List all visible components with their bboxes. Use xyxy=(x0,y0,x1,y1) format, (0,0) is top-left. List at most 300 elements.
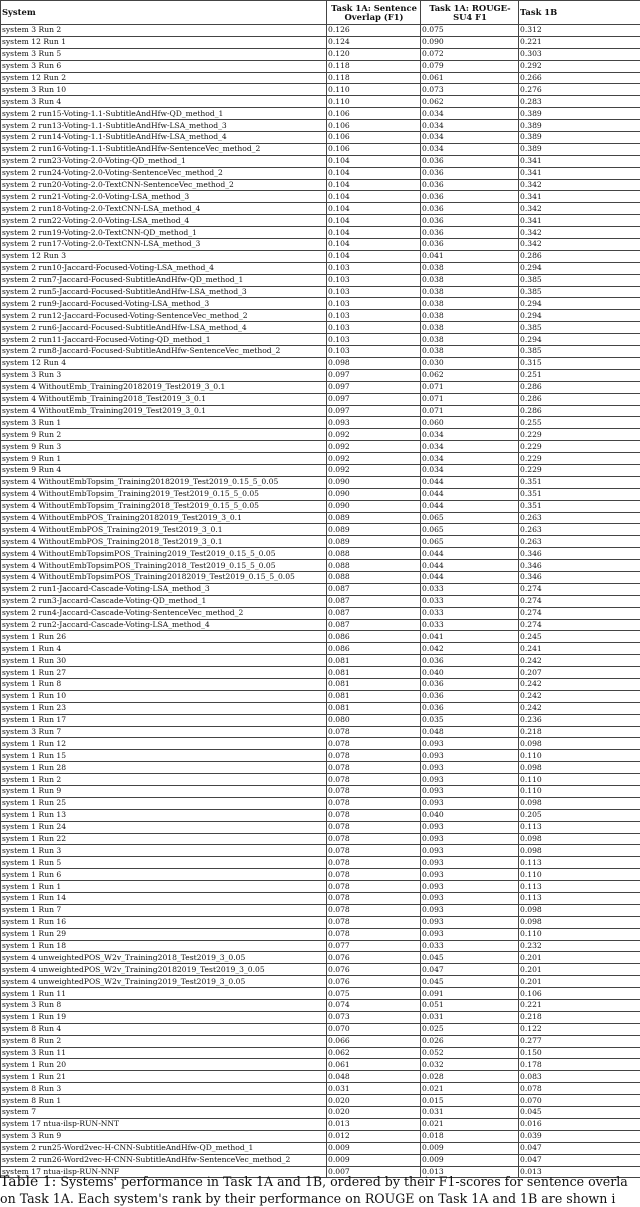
cell-sentence-overlap: 0.075 xyxy=(327,988,421,1000)
cell-task-1b: 0.351 xyxy=(519,476,640,488)
cell-sentence-overlap: 0.106 xyxy=(327,132,421,144)
cell-system: system 1 Run 20 xyxy=(1,1059,327,1071)
cell-rouge-su4: 0.036 xyxy=(421,191,519,203)
table-row xyxy=(1,1130,640,1142)
cell-task-1b: 0.221 xyxy=(519,1000,640,1012)
cell-system: system 3 Run 7 xyxy=(1,726,327,738)
cell-system: system 1 Run 2 xyxy=(1,774,327,786)
cell-system: system 2 run25-Word2vec-H-CNN-SubtitleAndHfw-QD_method_1 xyxy=(1,1142,327,1154)
cell-task-1b: 0.342 xyxy=(519,239,640,251)
cell-rouge-su4: 0.021 xyxy=(421,1083,519,1095)
cell-rouge-su4: 0.036 xyxy=(421,155,519,167)
cell-rouge-su4: 0.044 xyxy=(421,488,519,500)
table-row xyxy=(1,286,640,298)
cell-sentence-overlap: 0.104 xyxy=(327,215,421,227)
table-row xyxy=(1,774,640,786)
cell-system: system 1 Run 21 xyxy=(1,1071,327,1083)
cell-sentence-overlap: 0.078 xyxy=(327,857,421,869)
cell-system: system 4 unweightedPOS_W2v_Training20182019_Test2019_3_0.05 xyxy=(1,964,327,976)
table-row xyxy=(1,524,640,536)
table-row xyxy=(1,346,640,358)
cell-rouge-su4: 0.036 xyxy=(421,203,519,215)
cell-sentence-overlap: 0.088 xyxy=(327,548,421,560)
cell-rouge-su4: 0.072 xyxy=(421,48,519,60)
cell-system: system 4 WithoutEmbTopsimPOS_Training2018_Test2019_0.15_5_0.05 xyxy=(1,560,327,572)
cell-sentence-overlap: 0.077 xyxy=(327,940,421,952)
cell-rouge-su4: 0.009 xyxy=(421,1154,519,1166)
cell-task-1b: 0.098 xyxy=(519,904,640,916)
cell-system: system 3 Run 3 xyxy=(1,369,327,381)
cell-sentence-overlap: 0.090 xyxy=(327,500,421,512)
table-row xyxy=(1,607,640,619)
cell-task-1b: 0.221 xyxy=(519,36,640,48)
cell-system: system 1 Run 7 xyxy=(1,904,327,916)
cell-rouge-su4: 0.033 xyxy=(421,940,519,952)
table-row xyxy=(1,583,640,595)
cell-system: system 2 run7-Jaccard-Focused-SubtitleAndHfw-QD_method_1 xyxy=(1,274,327,286)
table-row xyxy=(1,155,640,167)
cell-task-1b: 0.263 xyxy=(519,536,640,548)
cell-sentence-overlap: 0.078 xyxy=(327,762,421,774)
cell-rouge-su4: 0.093 xyxy=(421,869,519,881)
cell-sentence-overlap: 0.009 xyxy=(327,1142,421,1154)
cell-rouge-su4: 0.038 xyxy=(421,310,519,322)
cell-sentence-overlap: 0.090 xyxy=(327,488,421,500)
cell-system: system 2 run17-Voting-2.0-TextCNN-LSA_method_3 xyxy=(1,239,327,251)
cell-system: system 1 Run 26 xyxy=(1,631,327,643)
header-sentence-overlap: Task 1A: Sentence Overlap (F1) xyxy=(327,1,421,25)
cell-task-1b: 0.205 xyxy=(519,809,640,821)
header-row xyxy=(1,1,640,25)
cell-rouge-su4: 0.093 xyxy=(421,762,519,774)
cell-sentence-overlap: 0.110 xyxy=(327,96,421,108)
cell-rouge-su4: 0.044 xyxy=(421,548,519,560)
cell-sentence-overlap: 0.078 xyxy=(327,833,421,845)
cell-rouge-su4: 0.031 xyxy=(421,1011,519,1023)
cell-task-1b: 0.263 xyxy=(519,512,640,524)
cell-sentence-overlap: 0.104 xyxy=(327,155,421,167)
cell-task-1b: 0.229 xyxy=(519,464,640,476)
cell-sentence-overlap: 0.103 xyxy=(327,298,421,310)
cell-rouge-su4: 0.036 xyxy=(421,227,519,239)
cell-rouge-su4: 0.038 xyxy=(421,346,519,358)
cell-system: system 3 Run 9 xyxy=(1,1130,327,1142)
cell-task-1b: 0.286 xyxy=(519,393,640,405)
cell-task-1b: 0.389 xyxy=(519,120,640,132)
cell-sentence-overlap: 0.048 xyxy=(327,1071,421,1083)
cell-rouge-su4: 0.028 xyxy=(421,1071,519,1083)
table-row xyxy=(1,595,640,607)
table-row xyxy=(1,120,640,132)
cell-sentence-overlap: 0.090 xyxy=(327,476,421,488)
cell-rouge-su4: 0.041 xyxy=(421,250,519,262)
cell-system: system 1 Run 18 xyxy=(1,940,327,952)
cell-system: system 1 Run 15 xyxy=(1,750,327,762)
table-row xyxy=(1,571,640,583)
cell-sentence-overlap: 0.092 xyxy=(327,453,421,465)
cell-rouge-su4: 0.042 xyxy=(421,643,519,655)
table-row xyxy=(1,334,640,346)
cell-sentence-overlap: 0.092 xyxy=(327,464,421,476)
cell-sentence-overlap: 0.104 xyxy=(327,179,421,191)
cell-sentence-overlap: 0.103 xyxy=(327,310,421,322)
cell-sentence-overlap: 0.013 xyxy=(327,1118,421,1130)
cell-rouge-su4: 0.034 xyxy=(421,132,519,144)
cell-sentence-overlap: 0.087 xyxy=(327,583,421,595)
table-row xyxy=(1,227,640,239)
cell-task-1b: 0.342 xyxy=(519,179,640,191)
cell-rouge-su4: 0.034 xyxy=(421,120,519,132)
cell-task-1b: 0.385 xyxy=(519,274,640,286)
cell-sentence-overlap: 0.078 xyxy=(327,928,421,940)
cell-system: system 8 Run 2 xyxy=(1,1035,327,1047)
cell-rouge-su4: 0.033 xyxy=(421,607,519,619)
cell-sentence-overlap: 0.081 xyxy=(327,690,421,702)
cell-system: system 3 Run 6 xyxy=(1,60,327,72)
cell-sentence-overlap: 0.118 xyxy=(327,60,421,72)
cell-sentence-overlap: 0.066 xyxy=(327,1035,421,1047)
cell-rouge-su4: 0.065 xyxy=(421,536,519,548)
cell-system: system 17 ntua-ilsp-RUN-NNT xyxy=(1,1118,327,1130)
cell-rouge-su4: 0.036 xyxy=(421,655,519,667)
table-row xyxy=(1,143,640,155)
cell-sentence-overlap: 0.088 xyxy=(327,571,421,583)
cell-sentence-overlap: 0.092 xyxy=(327,429,421,441)
cell-system: system 1 Run 12 xyxy=(1,738,327,750)
cell-rouge-su4: 0.093 xyxy=(421,833,519,845)
cell-task-1b: 0.294 xyxy=(519,310,640,322)
table-row xyxy=(1,1023,640,1035)
header-system: System xyxy=(1,1,327,25)
cell-system: system 2 run16-Voting-1.1-SubtitleAndHfw-SentenceVec_method_2 xyxy=(1,143,327,155)
table-row xyxy=(1,643,640,655)
cell-system: system 4 WithoutEmb_Training2019_Test2019_3_0.1 xyxy=(1,405,327,417)
cell-rouge-su4: 0.093 xyxy=(421,750,519,762)
cell-task-1b: 0.303 xyxy=(519,48,640,60)
cell-rouge-su4: 0.036 xyxy=(421,239,519,251)
cell-system: system 4 WithoutEmbPOS_Training2019_Test2019_3_0.1 xyxy=(1,524,327,536)
cell-task-1b: 0.078 xyxy=(519,1083,640,1095)
cell-sentence-overlap: 0.097 xyxy=(327,405,421,417)
cell-task-1b: 0.346 xyxy=(519,560,640,572)
cell-sentence-overlap: 0.076 xyxy=(327,964,421,976)
table-row xyxy=(1,369,640,381)
cell-rouge-su4: 0.090 xyxy=(421,36,519,48)
cell-sentence-overlap: 0.087 xyxy=(327,595,421,607)
cell-system: system 3 Run 8 xyxy=(1,1000,327,1012)
cell-rouge-su4: 0.093 xyxy=(421,928,519,940)
cell-rouge-su4: 0.036 xyxy=(421,167,519,179)
table-row xyxy=(1,108,640,120)
cell-rouge-su4: 0.044 xyxy=(421,500,519,512)
cell-sentence-overlap: 0.097 xyxy=(327,381,421,393)
cell-sentence-overlap: 0.073 xyxy=(327,1011,421,1023)
cell-sentence-overlap: 0.078 xyxy=(327,904,421,916)
cell-system: system 1 Run 27 xyxy=(1,667,327,679)
cell-system: system 3 Run 10 xyxy=(1,84,327,96)
cell-rouge-su4: 0.093 xyxy=(421,786,519,798)
table-row xyxy=(1,964,640,976)
table-row xyxy=(1,1118,640,1130)
table-row xyxy=(1,726,640,738)
cell-rouge-su4: 0.065 xyxy=(421,512,519,524)
table-row xyxy=(1,655,640,667)
cell-task-1b: 0.201 xyxy=(519,952,640,964)
cell-system: system 2 run12-Jaccard-Focused-Voting-SentenceVec_method_2 xyxy=(1,310,327,322)
cell-task-1b: 0.098 xyxy=(519,833,640,845)
cell-system: system 1 Run 13 xyxy=(1,809,327,821)
cell-system: system 2 run6-Jaccard-Focused-SubtitleAndHfw-LSA_method_4 xyxy=(1,322,327,334)
cell-system: system 4 unweightedPOS_W2v_Training2018_Test2019_3_0.05 xyxy=(1,952,327,964)
cell-rouge-su4: 0.051 xyxy=(421,1000,519,1012)
cell-rouge-su4: 0.091 xyxy=(421,988,519,1000)
table-row xyxy=(1,750,640,762)
cell-sentence-overlap: 0.012 xyxy=(327,1130,421,1142)
cell-system: system 8 Run 3 xyxy=(1,1083,327,1095)
cell-sentence-overlap: 0.103 xyxy=(327,346,421,358)
cell-task-1b: 0.106 xyxy=(519,988,640,1000)
cell-rouge-su4: 0.034 xyxy=(421,441,519,453)
table-row xyxy=(1,96,640,108)
cell-system: system 9 Run 3 xyxy=(1,441,327,453)
cell-rouge-su4: 0.062 xyxy=(421,369,519,381)
cell-system: system 4 unweightedPOS_W2v_Training2019_Test2019_3_0.05 xyxy=(1,976,327,988)
cell-rouge-su4: 0.093 xyxy=(421,774,519,786)
cell-sentence-overlap: 0.078 xyxy=(327,786,421,798)
cell-task-1b: 0.277 xyxy=(519,1035,640,1047)
cell-rouge-su4: 0.040 xyxy=(421,667,519,679)
header-rouge-su4: Task 1A: ROUGE-SU4 F1 xyxy=(421,1,519,25)
cell-system: system 2 run13-Voting-1.1-SubtitleAndHfw-LSA_method_3 xyxy=(1,120,327,132)
cell-task-1b: 0.286 xyxy=(519,250,640,262)
cell-system: system 4 WithoutEmbTopsim_Training2019_Test2019_0.15_5_0.05 xyxy=(1,488,327,500)
table-row xyxy=(1,500,640,512)
table-row xyxy=(1,298,640,310)
cell-rouge-su4: 0.060 xyxy=(421,417,519,429)
cell-sentence-overlap: 0.092 xyxy=(327,441,421,453)
table-row xyxy=(1,405,640,417)
cell-rouge-su4: 0.044 xyxy=(421,571,519,583)
cell-rouge-su4: 0.038 xyxy=(421,286,519,298)
cell-task-1b: 0.218 xyxy=(519,1011,640,1023)
cell-rouge-su4: 0.034 xyxy=(421,108,519,120)
table-row xyxy=(1,1035,640,1047)
cell-task-1b: 0.342 xyxy=(519,203,640,215)
table-header xyxy=(1,1,640,25)
cell-sentence-overlap: 0.078 xyxy=(327,869,421,881)
cell-rouge-su4: 0.040 xyxy=(421,809,519,821)
cell-system: system 2 run5-Jaccard-Focused-SubtitleAndHfw-LSA_method_3 xyxy=(1,286,327,298)
cell-sentence-overlap: 0.081 xyxy=(327,678,421,690)
cell-system: system 1 Run 17 xyxy=(1,714,327,726)
cell-task-1b: 0.013 xyxy=(519,1166,640,1178)
cell-system: system 4 WithoutEmbPOS_Training2018_Test2019_3_0.1 xyxy=(1,536,327,548)
table-row xyxy=(1,976,640,988)
cell-rouge-su4: 0.035 xyxy=(421,714,519,726)
cell-task-1b: 0.274 xyxy=(519,619,640,631)
cell-task-1b: 0.039 xyxy=(519,1130,640,1142)
table-row xyxy=(1,250,640,262)
caption-label: Table 1: xyxy=(0,1174,57,1190)
table-row xyxy=(1,84,640,96)
cell-rouge-su4: 0.079 xyxy=(421,60,519,72)
cell-sentence-overlap: 0.106 xyxy=(327,108,421,120)
cell-rouge-su4: 0.038 xyxy=(421,298,519,310)
cell-system: system 3 Run 2 xyxy=(1,25,327,37)
cell-rouge-su4: 0.044 xyxy=(421,560,519,572)
cell-task-1b: 0.351 xyxy=(519,488,640,500)
table-row xyxy=(1,25,640,37)
cell-system: system 1 Run 25 xyxy=(1,797,327,809)
cell-rouge-su4: 0.036 xyxy=(421,702,519,714)
cell-task-1b: 0.113 xyxy=(519,893,640,905)
cell-task-1b: 0.113 xyxy=(519,881,640,893)
cell-rouge-su4: 0.031 xyxy=(421,1107,519,1119)
cell-system: system 2 run3-Jaccard-Cascade-Voting-QD_method_1 xyxy=(1,595,327,607)
cell-sentence-overlap: 0.020 xyxy=(327,1095,421,1107)
table-row xyxy=(1,809,640,821)
cell-sentence-overlap: 0.097 xyxy=(327,393,421,405)
table-row xyxy=(1,357,640,369)
cell-sentence-overlap: 0.078 xyxy=(327,893,421,905)
cell-sentence-overlap: 0.103 xyxy=(327,322,421,334)
cell-task-1b: 0.286 xyxy=(519,381,640,393)
table-row xyxy=(1,72,640,84)
cell-rouge-su4: 0.033 xyxy=(421,595,519,607)
cell-task-1b: 0.341 xyxy=(519,215,640,227)
cell-rouge-su4: 0.071 xyxy=(421,381,519,393)
cell-system: system 1 Run 23 xyxy=(1,702,327,714)
cell-sentence-overlap: 0.078 xyxy=(327,809,421,821)
cell-rouge-su4: 0.036 xyxy=(421,690,519,702)
table-row xyxy=(1,940,640,952)
table-row xyxy=(1,322,640,334)
table-row xyxy=(1,476,640,488)
cell-task-1b: 0.263 xyxy=(519,524,640,536)
cell-sentence-overlap: 0.126 xyxy=(327,25,421,37)
table-row xyxy=(1,429,640,441)
table-caption xyxy=(0,1174,640,1207)
cell-sentence-overlap: 0.089 xyxy=(327,536,421,548)
table-row xyxy=(1,702,640,714)
cell-sentence-overlap: 0.078 xyxy=(327,738,421,750)
cell-task-1b: 0.110 xyxy=(519,928,640,940)
cell-task-1b: 0.351 xyxy=(519,500,640,512)
cell-system: system 1 Run 11 xyxy=(1,988,327,1000)
cell-task-1b: 0.341 xyxy=(519,167,640,179)
cell-rouge-su4: 0.038 xyxy=(421,334,519,346)
cell-sentence-overlap: 0.104 xyxy=(327,250,421,262)
cell-sentence-overlap: 0.089 xyxy=(327,524,421,536)
cell-rouge-su4: 0.026 xyxy=(421,1035,519,1047)
cell-rouge-su4: 0.047 xyxy=(421,964,519,976)
caption-line-1 xyxy=(0,1174,640,1191)
cell-task-1b: 0.098 xyxy=(519,845,640,857)
cell-rouge-su4: 0.025 xyxy=(421,1023,519,1035)
cell-system: system 1 Run 10 xyxy=(1,690,327,702)
cell-system: system 3 Run 5 xyxy=(1,48,327,60)
cell-sentence-overlap: 0.076 xyxy=(327,952,421,964)
cell-rouge-su4: 0.071 xyxy=(421,393,519,405)
cell-rouge-su4: 0.093 xyxy=(421,797,519,809)
cell-system: system 2 run26-Word2vec-H-CNN-SubtitleAndHfw-SentenceVec_method_2 xyxy=(1,1154,327,1166)
cell-task-1b: 0.207 xyxy=(519,667,640,679)
cell-sentence-overlap: 0.081 xyxy=(327,667,421,679)
table-body xyxy=(1,25,640,1178)
cell-rouge-su4: 0.071 xyxy=(421,405,519,417)
cell-task-1b: 0.276 xyxy=(519,84,640,96)
cell-rouge-su4: 0.032 xyxy=(421,1059,519,1071)
cell-sentence-overlap: 0.070 xyxy=(327,1023,421,1035)
cell-sentence-overlap: 0.086 xyxy=(327,631,421,643)
cell-task-1b: 0.098 xyxy=(519,797,640,809)
cell-rouge-su4: 0.038 xyxy=(421,322,519,334)
cell-sentence-overlap: 0.007 xyxy=(327,1166,421,1178)
cell-sentence-overlap: 0.106 xyxy=(327,143,421,155)
cell-system: system 1 Run 6 xyxy=(1,869,327,881)
cell-sentence-overlap: 0.106 xyxy=(327,120,421,132)
cell-task-1b: 0.294 xyxy=(519,262,640,274)
cell-task-1b: 0.389 xyxy=(519,108,640,120)
cell-sentence-overlap: 0.103 xyxy=(327,334,421,346)
cell-task-1b: 0.274 xyxy=(519,607,640,619)
cell-task-1b: 0.251 xyxy=(519,369,640,381)
table-row xyxy=(1,714,640,726)
table-row xyxy=(1,60,640,72)
cell-system: system 4 WithoutEmb_Training20182019_Test2019_3_0.1 xyxy=(1,381,327,393)
cell-task-1b: 0.110 xyxy=(519,869,640,881)
cell-rouge-su4: 0.093 xyxy=(421,893,519,905)
cell-system: system 12 Run 1 xyxy=(1,36,327,48)
cell-task-1b: 0.341 xyxy=(519,155,640,167)
header-task-1b: Task 1B xyxy=(519,1,640,25)
cell-task-1b: 0.342 xyxy=(519,227,640,239)
table-row xyxy=(1,1095,640,1107)
cell-task-1b: 0.110 xyxy=(519,774,640,786)
cell-task-1b: 0.229 xyxy=(519,453,640,465)
cell-system: system 1 Run 19 xyxy=(1,1011,327,1023)
cell-sentence-overlap: 0.104 xyxy=(327,227,421,239)
cell-system: system 2 run10-Jaccard-Focused-Voting-LSA_method_4 xyxy=(1,262,327,274)
cell-task-1b: 0.242 xyxy=(519,655,640,667)
table-row xyxy=(1,464,640,476)
cell-system: system 1 Run 28 xyxy=(1,762,327,774)
cell-rouge-su4: 0.093 xyxy=(421,916,519,928)
cell-system: system 2 run21-Voting-2.0-Voting-LSA_method_3 xyxy=(1,191,327,203)
cell-task-1b: 0.070 xyxy=(519,1095,640,1107)
cell-rouge-su4: 0.062 xyxy=(421,96,519,108)
table-row xyxy=(1,797,640,809)
cell-system: system 1 Run 8 xyxy=(1,678,327,690)
cell-task-1b: 0.294 xyxy=(519,298,640,310)
table-row xyxy=(1,453,640,465)
cell-system: system 2 run24-Voting-2.0-Voting-SentenceVec_method_2 xyxy=(1,167,327,179)
table-row xyxy=(1,239,640,251)
table-row xyxy=(1,1071,640,1083)
cell-rouge-su4: 0.036 xyxy=(421,678,519,690)
table-row xyxy=(1,1142,640,1154)
cell-task-1b: 0.016 xyxy=(519,1118,640,1130)
cell-rouge-su4: 0.041 xyxy=(421,631,519,643)
table-row xyxy=(1,48,640,60)
cell-system: system 4 WithoutEmbTopsim_Training2018_Test2019_0.15_5_0.05 xyxy=(1,500,327,512)
cell-sentence-overlap: 0.078 xyxy=(327,750,421,762)
table-row xyxy=(1,869,640,881)
cell-rouge-su4: 0.034 xyxy=(421,464,519,476)
cell-system: system 2 run14-Voting-1.1-SubtitleAndHfw-LSA_method_4 xyxy=(1,132,327,144)
cell-system: system 1 Run 5 xyxy=(1,857,327,869)
cell-task-1b: 0.218 xyxy=(519,726,640,738)
